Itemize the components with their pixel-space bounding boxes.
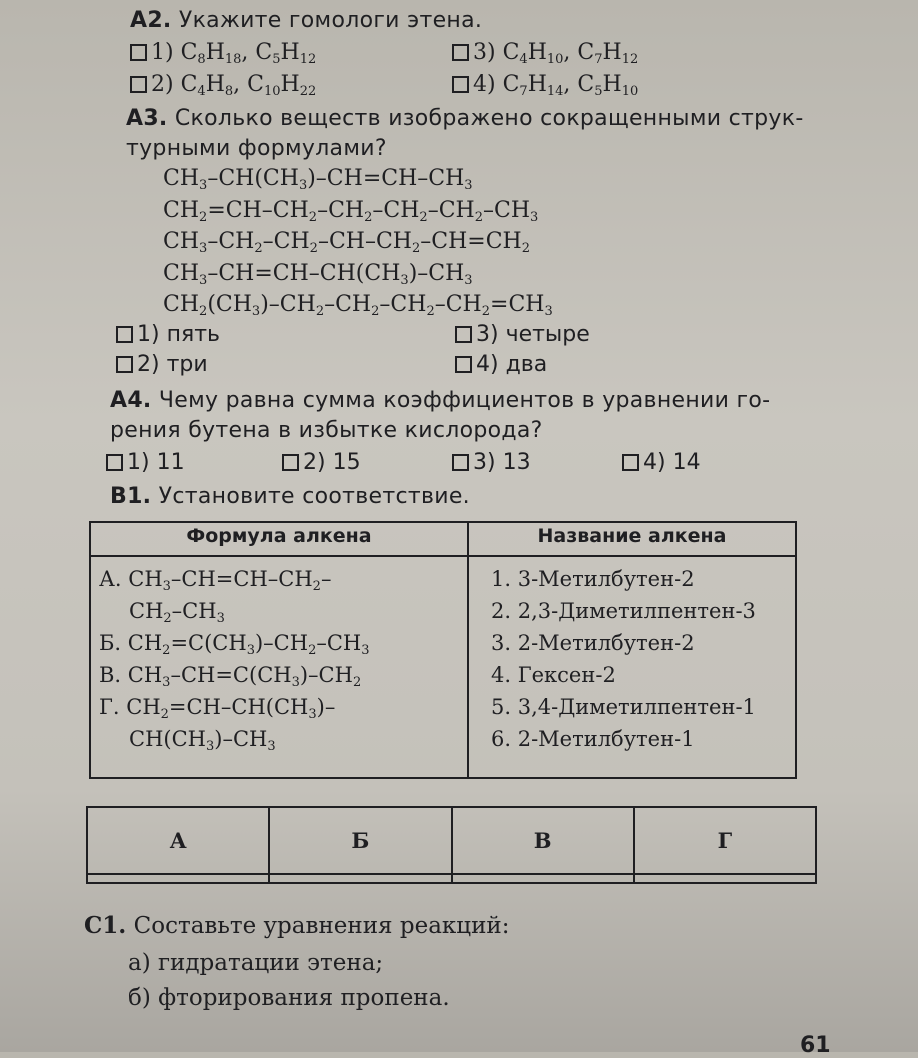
checkbox[interactable] [116, 356, 133, 373]
answer-table [86, 806, 817, 884]
answer-cell-g[interactable] [634, 874, 816, 883]
name-2: 2. 2,3-Диметилпентен-3 [491, 599, 756, 623]
a3-option-1-label: 1) пять [137, 322, 220, 347]
a3-number: А3. [126, 106, 168, 131]
name-5: 5. 3,4-Диметилпентен-1 [491, 695, 756, 719]
checkbox[interactable] [452, 76, 469, 93]
checkbox[interactable] [116, 326, 133, 343]
a3-question-line2: турными формулами? [126, 136, 387, 161]
formula-a: А. $CH_3-CH=CH-CH_2-$ [99, 567, 332, 594]
name-4: 4. Гексен-2 [491, 663, 616, 687]
checkbox[interactable] [130, 76, 147, 93]
b1-question: Установите соответствие. [158, 484, 470, 509]
a3-heading [126, 106, 804, 131]
a3-option-4[interactable] [455, 352, 547, 377]
c1-item-a: а) гидратации этена; [128, 950, 384, 976]
checkbox[interactable] [130, 44, 147, 61]
a4-option-3-label: 3) 13 [473, 450, 531, 475]
a3-question-line1: Сколько веществ изображено сокращенными струк- [174, 106, 804, 131]
answer-cell-b[interactable] [269, 874, 451, 883]
c1-item-b: б) фторирования пропена. [128, 985, 450, 1011]
a4-question-line2: рения бутена в избытке кислорода? [110, 418, 543, 443]
a2-question: Укажите гомологи этена. [178, 8, 483, 33]
answer-cell-a[interactable] [87, 874, 269, 883]
name-list [468, 556, 796, 778]
a2-option-1[interactable] [130, 40, 316, 65]
a3-formula-1: $CH_3-CH(CH_3)-CH=CH-CH_3$ [163, 166, 473, 193]
c1-number: С1. [84, 912, 127, 939]
checkbox[interactable] [282, 454, 299, 471]
a2-heading [130, 8, 482, 33]
answer-cell-v[interactable] [452, 874, 634, 883]
col-header-name: Название алкена [468, 522, 796, 556]
a2-option-3[interactable] [452, 40, 638, 65]
checkbox[interactable] [622, 454, 639, 471]
a4-option-1-label: 1) 11 [127, 450, 185, 475]
a4-option-2-label: 2) 15 [303, 450, 361, 475]
a2-option-3-label: 3) $C_4H_{10}$, $C_7H_{12}$ [473, 40, 639, 67]
a4-number: А4. [110, 388, 152, 413]
name-6: 6. 2-Метилбутен-1 [491, 727, 695, 751]
checkbox[interactable] [455, 356, 472, 373]
a3-formula-3: $CH_3-CH_2-CH_2-CH-CH_2-CH=CH_2$ [163, 229, 531, 256]
a4-question-line1: Чему равна сумма коэффициентов в уравнении го- [158, 388, 771, 413]
a2-number: А2. [130, 8, 172, 33]
a4-option-4-label: 4) 14 [643, 450, 701, 475]
a2-option-2[interactable] [130, 72, 316, 97]
a2-option-4[interactable] [452, 72, 638, 97]
b1-number: В1. [110, 484, 152, 509]
c1-question: Составьте уравнения реакций: [133, 913, 510, 939]
c1-heading [84, 912, 509, 939]
a3-formula-2: $CH_2=CH-CH_2-CH_2-CH_2-CH_2-CH_3$ [163, 198, 539, 225]
a4-option-4[interactable] [622, 450, 701, 475]
name-1: 1. 3-Метилбутен-2 [491, 567, 695, 591]
a3-option-2[interactable] [116, 352, 208, 377]
a4-heading [110, 388, 770, 413]
page-number: 61 [800, 1033, 831, 1058]
a2-option-4-label: 4) $C_7H_{14}$, $C_5H_{10}$ [473, 72, 639, 99]
formula-g-cont: $CH(CH_3)-CH_3$ [129, 727, 276, 754]
answer-header-b: Б [269, 807, 451, 874]
formula-list [90, 556, 468, 778]
a2-option-1-label: 1) $C_8H_{18}$, $C_5H_{12}$ [151, 40, 317, 67]
formula-b: Б. $CH_2=C(CH_3)-CH_2-CH_3$ [99, 631, 370, 658]
b1-heading [110, 484, 470, 509]
a3-option-3[interactable] [455, 322, 590, 347]
checkbox[interactable] [452, 454, 469, 471]
answer-header-a: А [87, 807, 269, 874]
checkbox[interactable] [455, 326, 472, 343]
a3-option-2-label: 2) три [137, 352, 208, 377]
a3-formula-5: $CH_2(CH_3)-CH_2-CH_2-CH_2-CH_2=CH_3$ [163, 292, 553, 319]
a3-formula-4: $CH_3-CH=CH-CH(CH_3)-CH_3$ [163, 261, 473, 288]
a4-option-1[interactable] [106, 450, 185, 475]
a3-option-3-label: 3) четыре [476, 322, 590, 347]
a3-option-1[interactable] [116, 322, 220, 347]
formula-g: Г. $CH_2=CH-CH(CH_3)-$ [99, 695, 336, 722]
name-3: 3. 2-Метилбутен-2 [491, 631, 695, 655]
answer-header-v: В [452, 807, 634, 874]
a2-option-2-label: 2) $C_4H_8$, $C_{10}H_{22}$ [151, 72, 317, 99]
formula-a-cont: $CH_2-CH_3$ [129, 599, 225, 626]
col-header-formula: Формула алкена [90, 522, 468, 556]
a4-option-3[interactable] [452, 450, 531, 475]
checkbox[interactable] [106, 454, 123, 471]
checkbox[interactable] [452, 44, 469, 61]
a3-option-4-label: 4) два [476, 352, 548, 377]
answer-header-g: Г [634, 807, 816, 874]
formula-v: В. $CH_3-CH=C(CH_3)-CH_2$ [99, 663, 362, 690]
a4-option-2[interactable] [282, 450, 361, 475]
matching-table [89, 521, 797, 779]
